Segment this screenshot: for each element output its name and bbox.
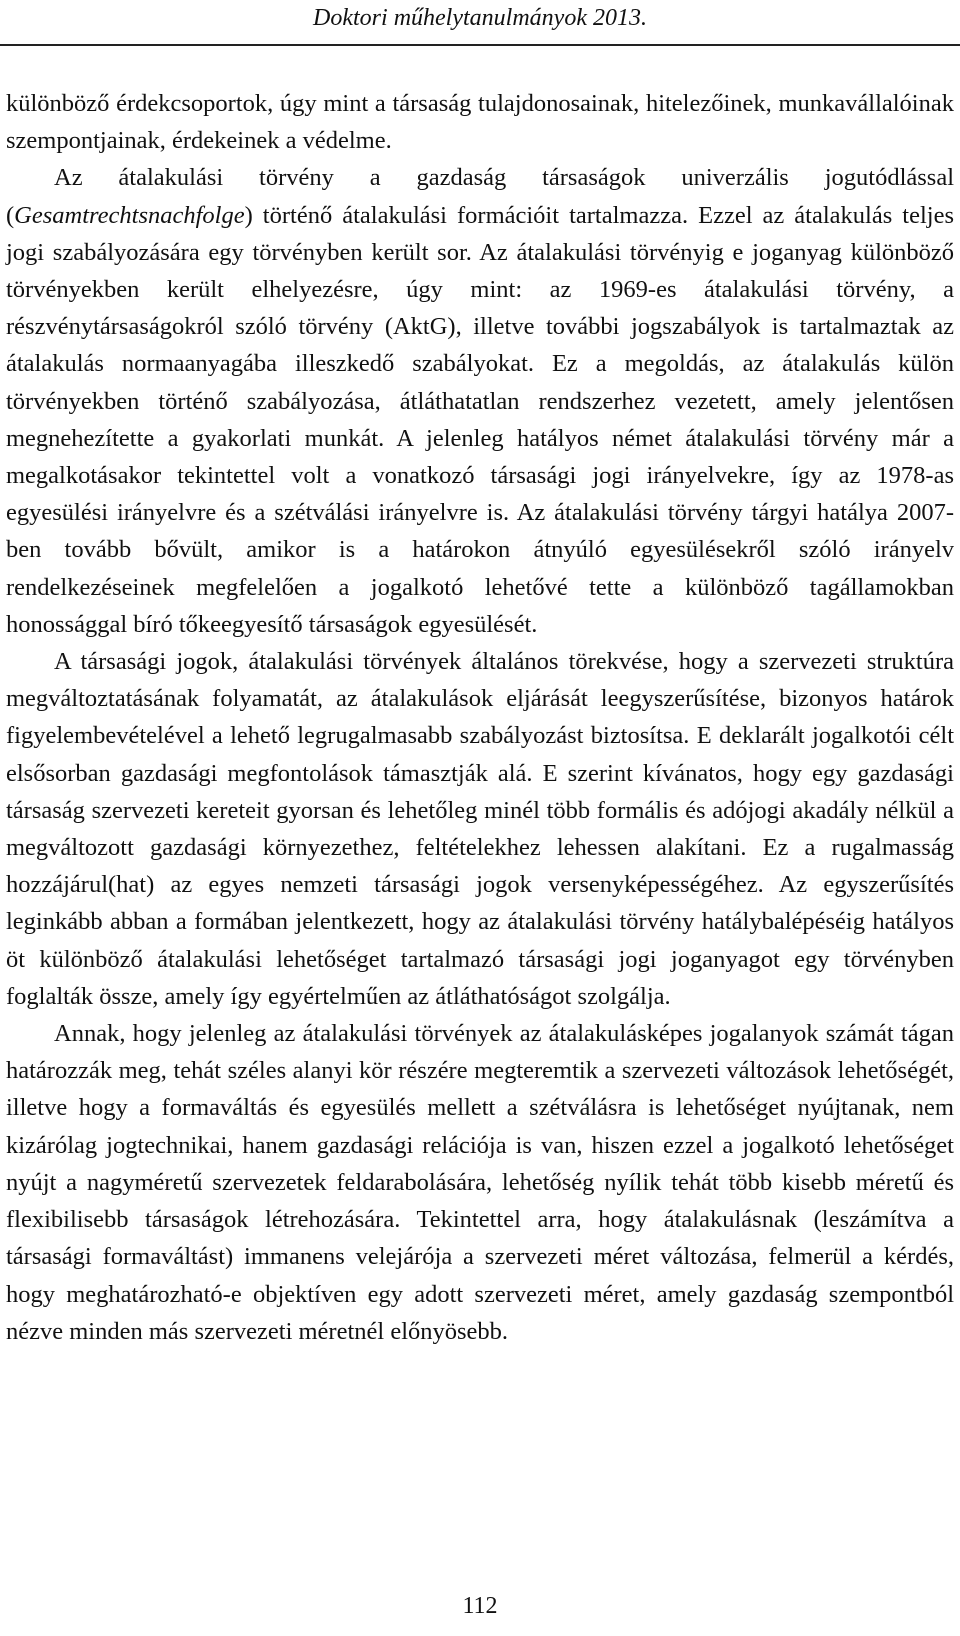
- paragraph-3: A társasági jogok, átalakulási törvények általános törekvése, hogy a szervezeti struktúra megváltoztatásának folyamatát, az átalakulások eljárását leegyszerűsítése, bizonyos határok figyelembevételével a lehető legrugalmasabb szabályozást biztosítsa. E deklarált jogalkotói célt elsősorban gazdasági megfontolások támasztják alá. E szerint kívánatos, hogy egy gazdasági társaság szervezeti kereteit gyorsan és lehetőleg minél több formális és adójogi akadály nélkül a megváltozott gazdasági környezethez, feltételekhez lehessen alakítani. Ez a rugalmasság hozzájárul(hat) az egyes nemzeti társasági jogok versenyképességéhez. Az egyszerűsítés leginkább abban a formában jelentkezett, hogy az átalakulási törvény hatálybalépéséig hatályos öt különböző átalakulási lehetőséget tartalmazó társasági jogi joganyagot egy törvényben foglalták össze, amely így egyértelműen az átláthatóságot szolgálja.: [6, 648, 954, 1010]
- paragraph-1: különböző érdekcsoportok, úgy mint a társaság tulajdonosainak, hitelezőinek, munkavállalóinak szempontjainak, érdekeinek a védelme.: [6, 90, 954, 155]
- paragraph-4: Annak, hogy jelenleg az átalakulási törvények az átalakulásképes jogalanyok számát tágan határozzák meg, tehát széles alanyi kör részére megteremtik a szervezeti változások lehetőségét, illetve hogy a formaváltás és egyesülés mellett a szétválásra is lehetőséget nyújtanak, nem kizárólag jogtechnikai, hanem gazdasági relációja is van, hiszen ezzel a jogalkotó lehetőséget nyújt a nagyméretű szervezetek feldarabolására, lehetőség nyílik tehát több kisebb méretű és flexibilisebb társaságok létrehozására. Tekintettel arra, hogy átalakulásnak (leszámítva a társasági formaváltást) immanens velejárója a szervezeti méret változása, felmerül a kérdés, hogy meghatározható-e objektíven egy adott szervezeti méret, amely gazdaság szempontból nézve minden más szervezeti méretnél előnyösebb.: [6, 1020, 954, 1345]
- paragraph-2-intro: Az átalakulási törvény a gazdaság társaságok univerzális jogutódlással (: [6, 164, 954, 229]
- paragraph-2: [6, 159, 954, 643]
- paragraph-2-rest: ) történő átalakulási formációit tartalmazza. Ezzel az átalakulás teljes jogi szabályozására egy törvényben került sor. Az átalakulási törvényig e joganyag különböző törvényekben került elhelyezésre, úgy mint: az 1969-es átalakulási törvény, a részvénytársaságokról szóló törvény (AktG), illetve további jogszabályok is tartalmaztak az átalakulás normaanyagába illeszkedő szabályokat. Ez a megoldás, az átalakulás külön törvényekben történő szabályozása, átláthatatlan rendszerhez vezetett, amely jelentősen megnehezítette a gyakorlati munkát. A jelenleg hatályos német átalakulási törvény már a megalkotásakor tekintettel volt a vonatkozó társasági jogi irányelvekre, így az 1978-as egyesülési irányelvre és a szétválási irányelvre is. Az átalakulási törvény tárgyi hatálya 2007-ben tovább bővült, amikor is a határokon átnyúló egyesülésekről szóló irányelv rendelkezéseinek megfelelően a jogalkotó lehetővé tette a különböző tagállamokban honossággal bíró tőkeegyesítő társaságok egyesülését.: [6, 201, 954, 638]
- page-number: 112: [462, 1593, 498, 1619]
- body-text: [6, 85, 954, 1350]
- header-divider: [0, 44, 960, 46]
- german-legal-term: Gesamtrechtsnachfolge: [14, 201, 245, 229]
- running-header: Doktori műhelytanulmányok 2013.: [313, 5, 647, 31]
